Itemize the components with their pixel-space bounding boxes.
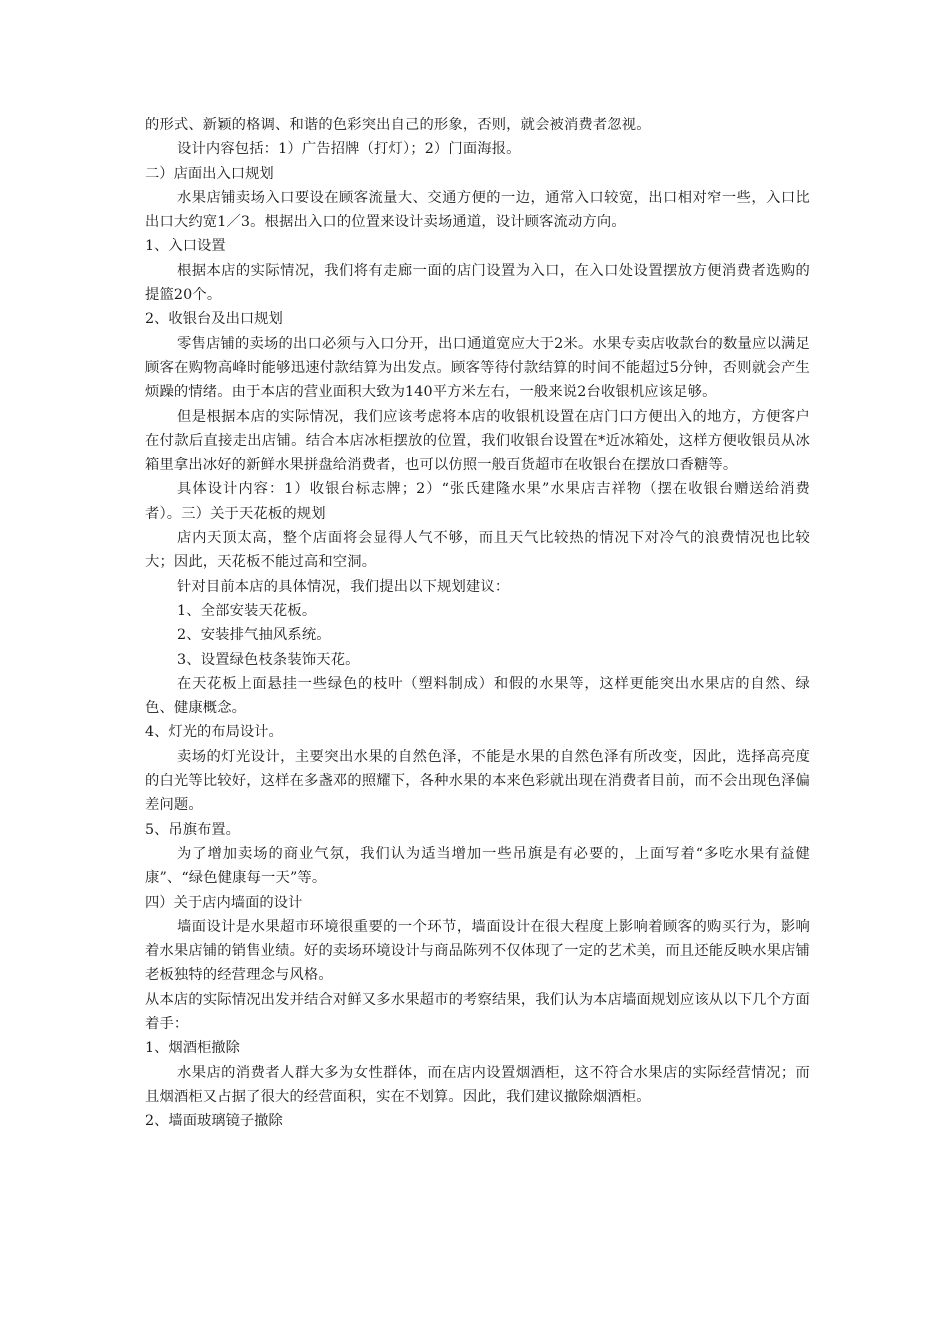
section-heading: 2、收银台及出口规划 <box>145 311 283 328</box>
paragraph: 设计内容包括：1）广告招牌（打灯）；2）门面海报。 <box>177 141 521 158</box>
paragraph: 根据本店的实际情况，我们将有走廊一面的店门设置为入口，在入口处设置摆放方便消费者选购的提篮20个。 <box>145 262 810 304</box>
paragraph: 针对目前本店的具体情况，我们提出以下规划建议： <box>177 578 510 595</box>
section-heading: 1、烟酒柜撤除 <box>145 1040 240 1057</box>
paragraph: 的形式、新颖的格调、和谐的色彩突出自己的形象，否则，就会被消费者忽视。 <box>145 117 651 133</box>
paragraph: 店内天顶太高，整个店面将会显得人气不够，而且天气比较热的情况下对冷气的浪费情况也比较大；因此，天花板不能过高和空洞。 <box>145 530 810 571</box>
list-item: 1、全部安装天花板。 <box>177 602 317 619</box>
document-body <box>145 113 810 1133</box>
paragraph: 为了增加卖场的商业气氛，我们认为适当增加一些吊旗是有必要的，上面写着“多吃水果有益健康”、“绿色健康每一天”等。 <box>145 845 810 887</box>
list-item: 3、设置绿色枝条装饰天花。 <box>177 651 360 668</box>
paragraph: 但是根据本店的实际情况，我们应该考虑将本店的收银机设置在店门口方便出入的地方，方便客户在付款后直接走出店铺。结合本店冰柜摆放的位置，我们收银台设置在*近冰箱处，这样方便收银员从冰箱里拿出冰好的新鲜水果拼盘给消费者，也可以仿照一般百货超市在收银台在摆放口香糖等。 <box>145 408 810 474</box>
section-heading: 四）关于店内墙面的设计 <box>145 894 303 911</box>
section-heading: 4、灯光的布局设计。 <box>145 724 283 741</box>
paragraph: 墙面设计是水果超市环境很重要的一个环节，墙面设计在很大程度上影响着顾客的购买行为，影响着水果店铺的销售业绩。好的卖场环境设计与商品陈列不仅体现了一定的艺术美，而且还能反映水果店铺老板独特的经营理念与风格。 <box>145 918 810 984</box>
paragraph: 从本店的实际情况出发并结合对鲜又多水果超市的考察结果，我们认为本店墙面规划应该从以下几个方面着手： <box>145 991 810 1032</box>
list-item: 2、安装排气抽风系统。 <box>177 627 331 644</box>
paragraph: 卖场的灯光设计，主要突出水果的自然色泽，不能是水果的自然色泽有所改变，因此，选择高亮度的白光等比较好，这样在多盏邓的照耀下，各种水果的本来色彩就出现在消费者目前，而不会出现色泽偏差问题。 <box>145 748 810 814</box>
paragraph: 水果店的消费者人群大多为女性群体，而在店内设置烟酒柜，这不符合水果店的实际经营情况；而且烟酒柜又占据了很大的经营面积，实在不划算。因此，我们建议撤除烟酒柜。 <box>145 1064 810 1105</box>
section-heading: 1、入口设置 <box>145 238 226 255</box>
section-heading: 2、墙面玻璃镜子撤除 <box>145 1113 283 1130</box>
paragraph: 具体设计内容：1）收银台标志牌；2）“张氏建隆水果”水果店吉祥物（摆在收银台赠送给消费者）。三）关于天花板的规划 <box>145 481 810 522</box>
paragraph: 水果店铺卖场入口要设在顾客流量大、交通方便的一边，通常入口较宽，出口相对窄一些，入口比出口大约宽1／3。根据出入口的位置来设计卖场通道，设计顾客流动方向。 <box>145 189 810 231</box>
section-heading: 二）店面出入口规划 <box>145 165 274 182</box>
paragraph: 零售店铺的卖场的出口必须与入口分开，出口通道宽应大于2米。水果专卖店收款台的数量应以满足顾客在购物高峰时能够迅速付款结算为出发点。顾客等待付款结算的时间不能超过5分钟，否则就会产生烦躁的情绪。由于本店的营业面积大致为140平方米左右，一般来说2台收银机应该足够。 <box>145 335 810 401</box>
paragraph: 在天花板上面悬挂一些绿色的枝叶（塑料制成）和假的水果等，这样更能突出水果店的自然、绿色、健康概念。 <box>145 675 810 717</box>
section-heading: 5、吊旗布置。 <box>145 821 240 838</box>
